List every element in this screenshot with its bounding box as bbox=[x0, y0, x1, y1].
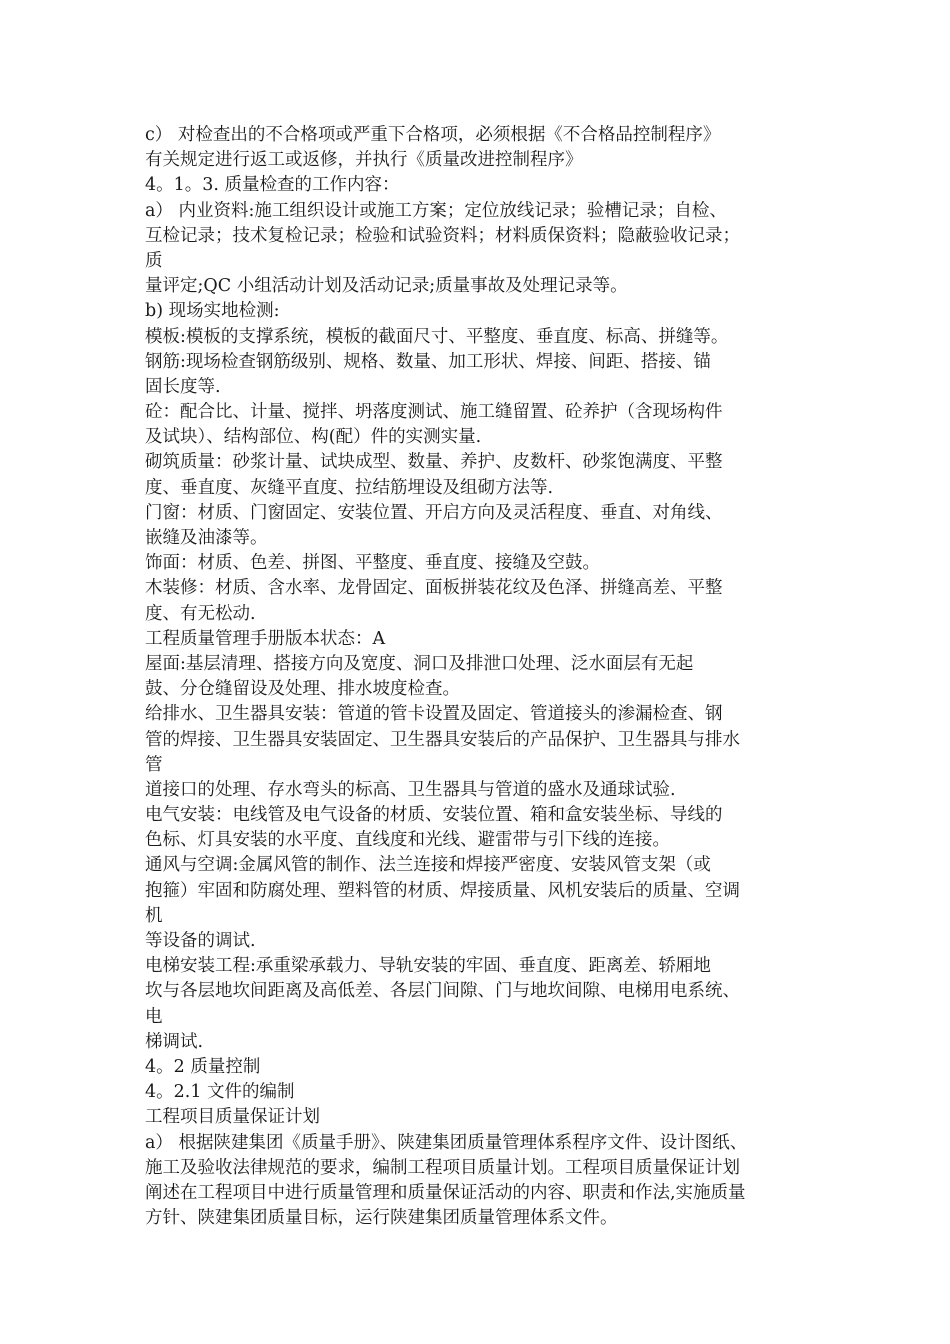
text-line: 施工及验收法律规范的要求，编制工程项目质量计划。工程项目质量保证计划 bbox=[145, 1157, 740, 1178]
text-line: 木装修：材质、含水率、龙骨固定、面板拼装花纹及色泽、拼缝高差、平整 bbox=[145, 578, 723, 599]
text-line: 嵌缝及油漆等。 bbox=[145, 528, 268, 548]
text-line: 钢筋:现场检查钢筋级别、规格、数量、加工形状、焊接、间距、搭接、锚 bbox=[145, 351, 711, 372]
text-line: a） 根据陕建集团《质量手册》、陕建集团质量管理体系程序文件、设计图纸、 bbox=[145, 1132, 748, 1153]
text-line: 饰面：材质、色差、拼图、平整度、垂直度、接缝及空鼓。 bbox=[145, 553, 600, 574]
text-line: 色标、灯具安装的水平度、直线度和光线、避雷带与引下线的连接。 bbox=[145, 830, 670, 851]
text-line: 门窗：材质、门窗固定、安装位置、开启方向及灵活程度、垂直、对角线、 bbox=[145, 502, 723, 523]
text-line: 管的焊接、卫生器具安装固定、卫生器具安装后的产品保护、卫生器具与排水 bbox=[145, 729, 740, 750]
text-line: 度、垂直度、灰缝平直度、拉结筋埋设及组砌方法等. bbox=[145, 477, 554, 498]
text-line: 阐述在工程项目中进行质量管理和质量保证活动的内容、职责和作法,实施质量 bbox=[145, 1182, 746, 1203]
text-line: 砼：配合比、计量、搅拌、坍落度测试、施工缝留置、砼养护（含现场构件 bbox=[145, 402, 723, 423]
text-line: a） 内业资料:施工组织设计或施工方案；定位放线记录；验槽记录；自检、 bbox=[145, 200, 727, 221]
text-line: 管 bbox=[145, 754, 163, 775]
text-line: 通风与空调:金属风管的制作、法兰连接和焊接严密度、安装风管支架（或 bbox=[145, 855, 711, 876]
subsection-heading: 工程项目质量保证计划 bbox=[145, 1107, 320, 1128]
text-line: 道接口的处理、存水弯头的标高、卫生器具与管道的盛水及通球试验. bbox=[145, 779, 676, 800]
text-line: 电气安装：电线管及电气设备的材质、安装位置、箱和盒安装坐标、导线的 bbox=[145, 805, 723, 826]
text-line: 有关规定进行返工或返修，并执行《质量改进控制程序》 bbox=[145, 150, 583, 171]
text-line: 及试块）、结构部位、构(配）件的实测实量. bbox=[145, 427, 482, 448]
section-heading: 4。2 质量控制 bbox=[145, 1056, 261, 1077]
text-line: 度、有无松动. bbox=[145, 603, 256, 624]
text-line: 等设备的调试. bbox=[145, 931, 256, 951]
text-line: 4。1。3. 质量检查的工作内容： bbox=[145, 175, 400, 196]
text-line: 梯调试. bbox=[145, 1031, 204, 1052]
text-line: 抱箍）牢固和防腐处理、塑料管的材质、焊接质量、风机安装后的质量、空调 bbox=[145, 880, 740, 901]
text-line: 坎与各层地坎间距离及高低差、各层门间隙、门与地坎间隙、电梯用电系统、 bbox=[145, 981, 740, 1002]
text-line: 方针、陕建集团质量目标，运行陕建集团质量管理体系文件。 bbox=[145, 1208, 618, 1229]
text-line: 互检记录；技术复检记录；检验和试验资料；材料质保资料；隐蔽验收记录； bbox=[145, 225, 740, 246]
text-line: 量评定;QC 小组活动计划及活动记录;质量事故及处理记录等。 bbox=[145, 276, 628, 297]
text-line: 砌筑质量：砂浆计量、试块成型、数量、养护、皮数杆、砂浆饱满度、平整 bbox=[145, 452, 723, 473]
text-line: 工程质量管理手册版本状态：A bbox=[145, 628, 386, 649]
text-line: 模板:模板的支撑系统，模板的截面尺寸、平整度、垂直度、标高、拼缝等。 bbox=[145, 326, 729, 347]
text-line: 固长度等. bbox=[145, 376, 221, 397]
text-line: 鼓、分仓缝留设及处理、排水坡度检查。 bbox=[145, 679, 460, 700]
section-heading: 4。2.1 文件的编制 bbox=[145, 1082, 295, 1103]
text-line: 质 bbox=[145, 250, 163, 271]
document-body bbox=[145, 123, 845, 1231]
text-line: 电梯安装工程:承重梁承载力、导轨安装的牢固、垂直度、距离差、轿厢地 bbox=[145, 956, 711, 977]
text-line: 屋面:基层清理、搭接方向及宽度、洞口及排泄口处理、泛水面层有无起 bbox=[145, 653, 694, 674]
text-line: b) 现场实地检测: bbox=[145, 301, 280, 322]
text-line: c） 对检查出的不合格项或严重下合格项，必须根据《不合格品控制程序》 bbox=[145, 125, 721, 145]
text-line: 给排水、卫生器具安装：管道的管卡设置及固定、管道接头的渗漏检查、钢 bbox=[145, 704, 723, 725]
text-line: 电 bbox=[145, 1006, 163, 1027]
text-line: 机 bbox=[145, 905, 163, 926]
